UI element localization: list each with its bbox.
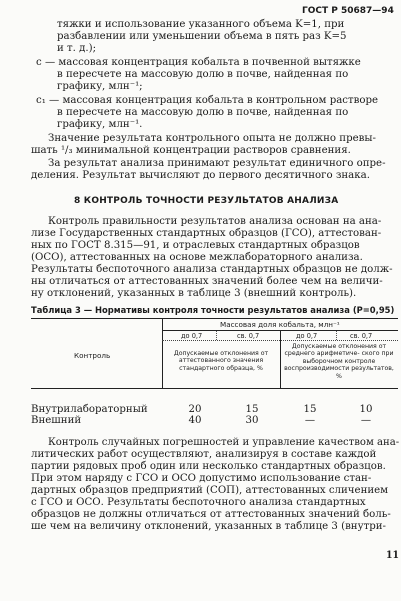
section-title: 8 КОНТРОЛЬ ТОЧНОСТИ РЕЗУЛЬТАТОВ АНАЛИЗА	[74, 196, 339, 206]
table-cell: 15	[245, 404, 259, 415]
text-line: Контроль случайных погрешностей и управление качеством ана-	[48, 437, 400, 448]
text-line: графику, млн⁻¹;	[57, 81, 143, 92]
range-header: св. 0,7	[350, 332, 373, 340]
text-line: с ГСО и ОСО. Результаты беспоточного анализа стандартных	[31, 497, 366, 508]
table-top-rule	[31, 318, 398, 319]
table-cell: —	[304, 415, 316, 426]
text-line: Контроль правильности результатов анализа основан на ана-	[48, 216, 382, 227]
right-group-description: Допускаемые отклонения от среднего арифметиче- ского при выборочном контроле воспроизводимости результатов, %	[284, 343, 394, 380]
text-line: ше чем на величину отклонений, указанных в таблице 3 (внутри-	[31, 521, 386, 532]
text-line: и т. д.);	[57, 43, 97, 54]
text-line: Значение результата контрольного опыта не должно превы-	[48, 133, 376, 144]
table-cell: 10	[359, 404, 373, 415]
text-line: графику, млн⁻¹.	[57, 119, 143, 130]
text-line: дартных образцов предприятий (СОП), аттестованных сличением	[31, 485, 389, 496]
range-header: св. 0,7	[237, 332, 260, 340]
text-line: ны отличаться от аттестованных значений более чем на величи-	[31, 276, 383, 287]
text-line: разбавлении или уменьшении объема в пять раз K=5	[57, 31, 347, 42]
table-cell: 15	[303, 404, 317, 415]
table-divider	[216, 330, 217, 340]
gost-header: ГОСТ Р 50687—94	[302, 6, 394, 16]
range-header: до 0,7	[296, 332, 318, 340]
table-divider	[162, 318, 163, 388]
table-cell: 20	[188, 404, 202, 415]
text-line: литических работ осуществляют, анализируя в составе каждой	[31, 449, 377, 460]
table-cell: —	[360, 415, 372, 426]
table-rule	[162, 330, 398, 331]
text-line: При этом наряду с ГСО и ОСО допустимо использование стан-	[31, 473, 372, 484]
text-line: партии рядовых проб один или несколько стандартных образцов.	[31, 461, 386, 472]
row-label: Внутрилабораторный	[31, 404, 148, 415]
text-line: тяжки и использование указанного объема K=1, при	[57, 19, 345, 30]
table-group-header: Массовая доля кобальта, млн⁻¹	[220, 320, 340, 329]
text-line: c₁ — массовая концентрация кобальта в контрольном растворе	[36, 95, 379, 106]
text-line: ных по ГОСТ 8.315—91, и отраслевых стандартных образцов	[31, 240, 360, 251]
table-divider	[336, 330, 337, 340]
text-line: c — массовая концентрация кобальта в почвенной вытяжке	[36, 57, 361, 68]
text-line: образцов не должны отличаться от аттестованных значений боль-	[31, 509, 391, 520]
text-line: ну отклонений, указанных в таблице 3 (внешний контроль).	[31, 288, 357, 299]
text-line: в пересчете на массовую долю в почве, найденная по	[57, 69, 349, 80]
row-label: Внешний	[31, 415, 82, 426]
text-line: в пересчете на массовую долю в почве, найденная по	[57, 107, 349, 118]
table-divider	[280, 330, 281, 388]
text-line: шать ¹/₃ минимальной концентрации растворов сравнения.	[31, 145, 351, 156]
text-line: Результаты беспоточного анализа стандартных образцов не долж-	[31, 264, 393, 275]
text-line: (ОСО), аттестованных на основе межлабораторного анализа.	[31, 252, 363, 263]
table-cell: 30	[245, 415, 259, 426]
text-line: лизе Государственных стандартных образцов (ГСО), аттестован-	[31, 228, 382, 239]
row-header: Контроль	[74, 351, 111, 360]
table-header-rule	[31, 388, 398, 389]
text-line: деления. Результат вычисляют до первого десятичного знака.	[31, 170, 370, 181]
table-cell: 40	[188, 415, 202, 426]
range-header: до 0,7	[181, 332, 203, 340]
table-rule	[162, 340, 398, 341]
page-number: 11	[386, 549, 399, 561]
left-group-description: Допускаемые отклонения от аттестованного значения стандартного образца, %	[173, 350, 269, 372]
table-caption: Таблица 3 — Нормативы контроля точности результатов анализа (P=0,95)	[31, 305, 395, 315]
text-line: За результат анализа принимают результат единичного опре-	[48, 158, 386, 169]
